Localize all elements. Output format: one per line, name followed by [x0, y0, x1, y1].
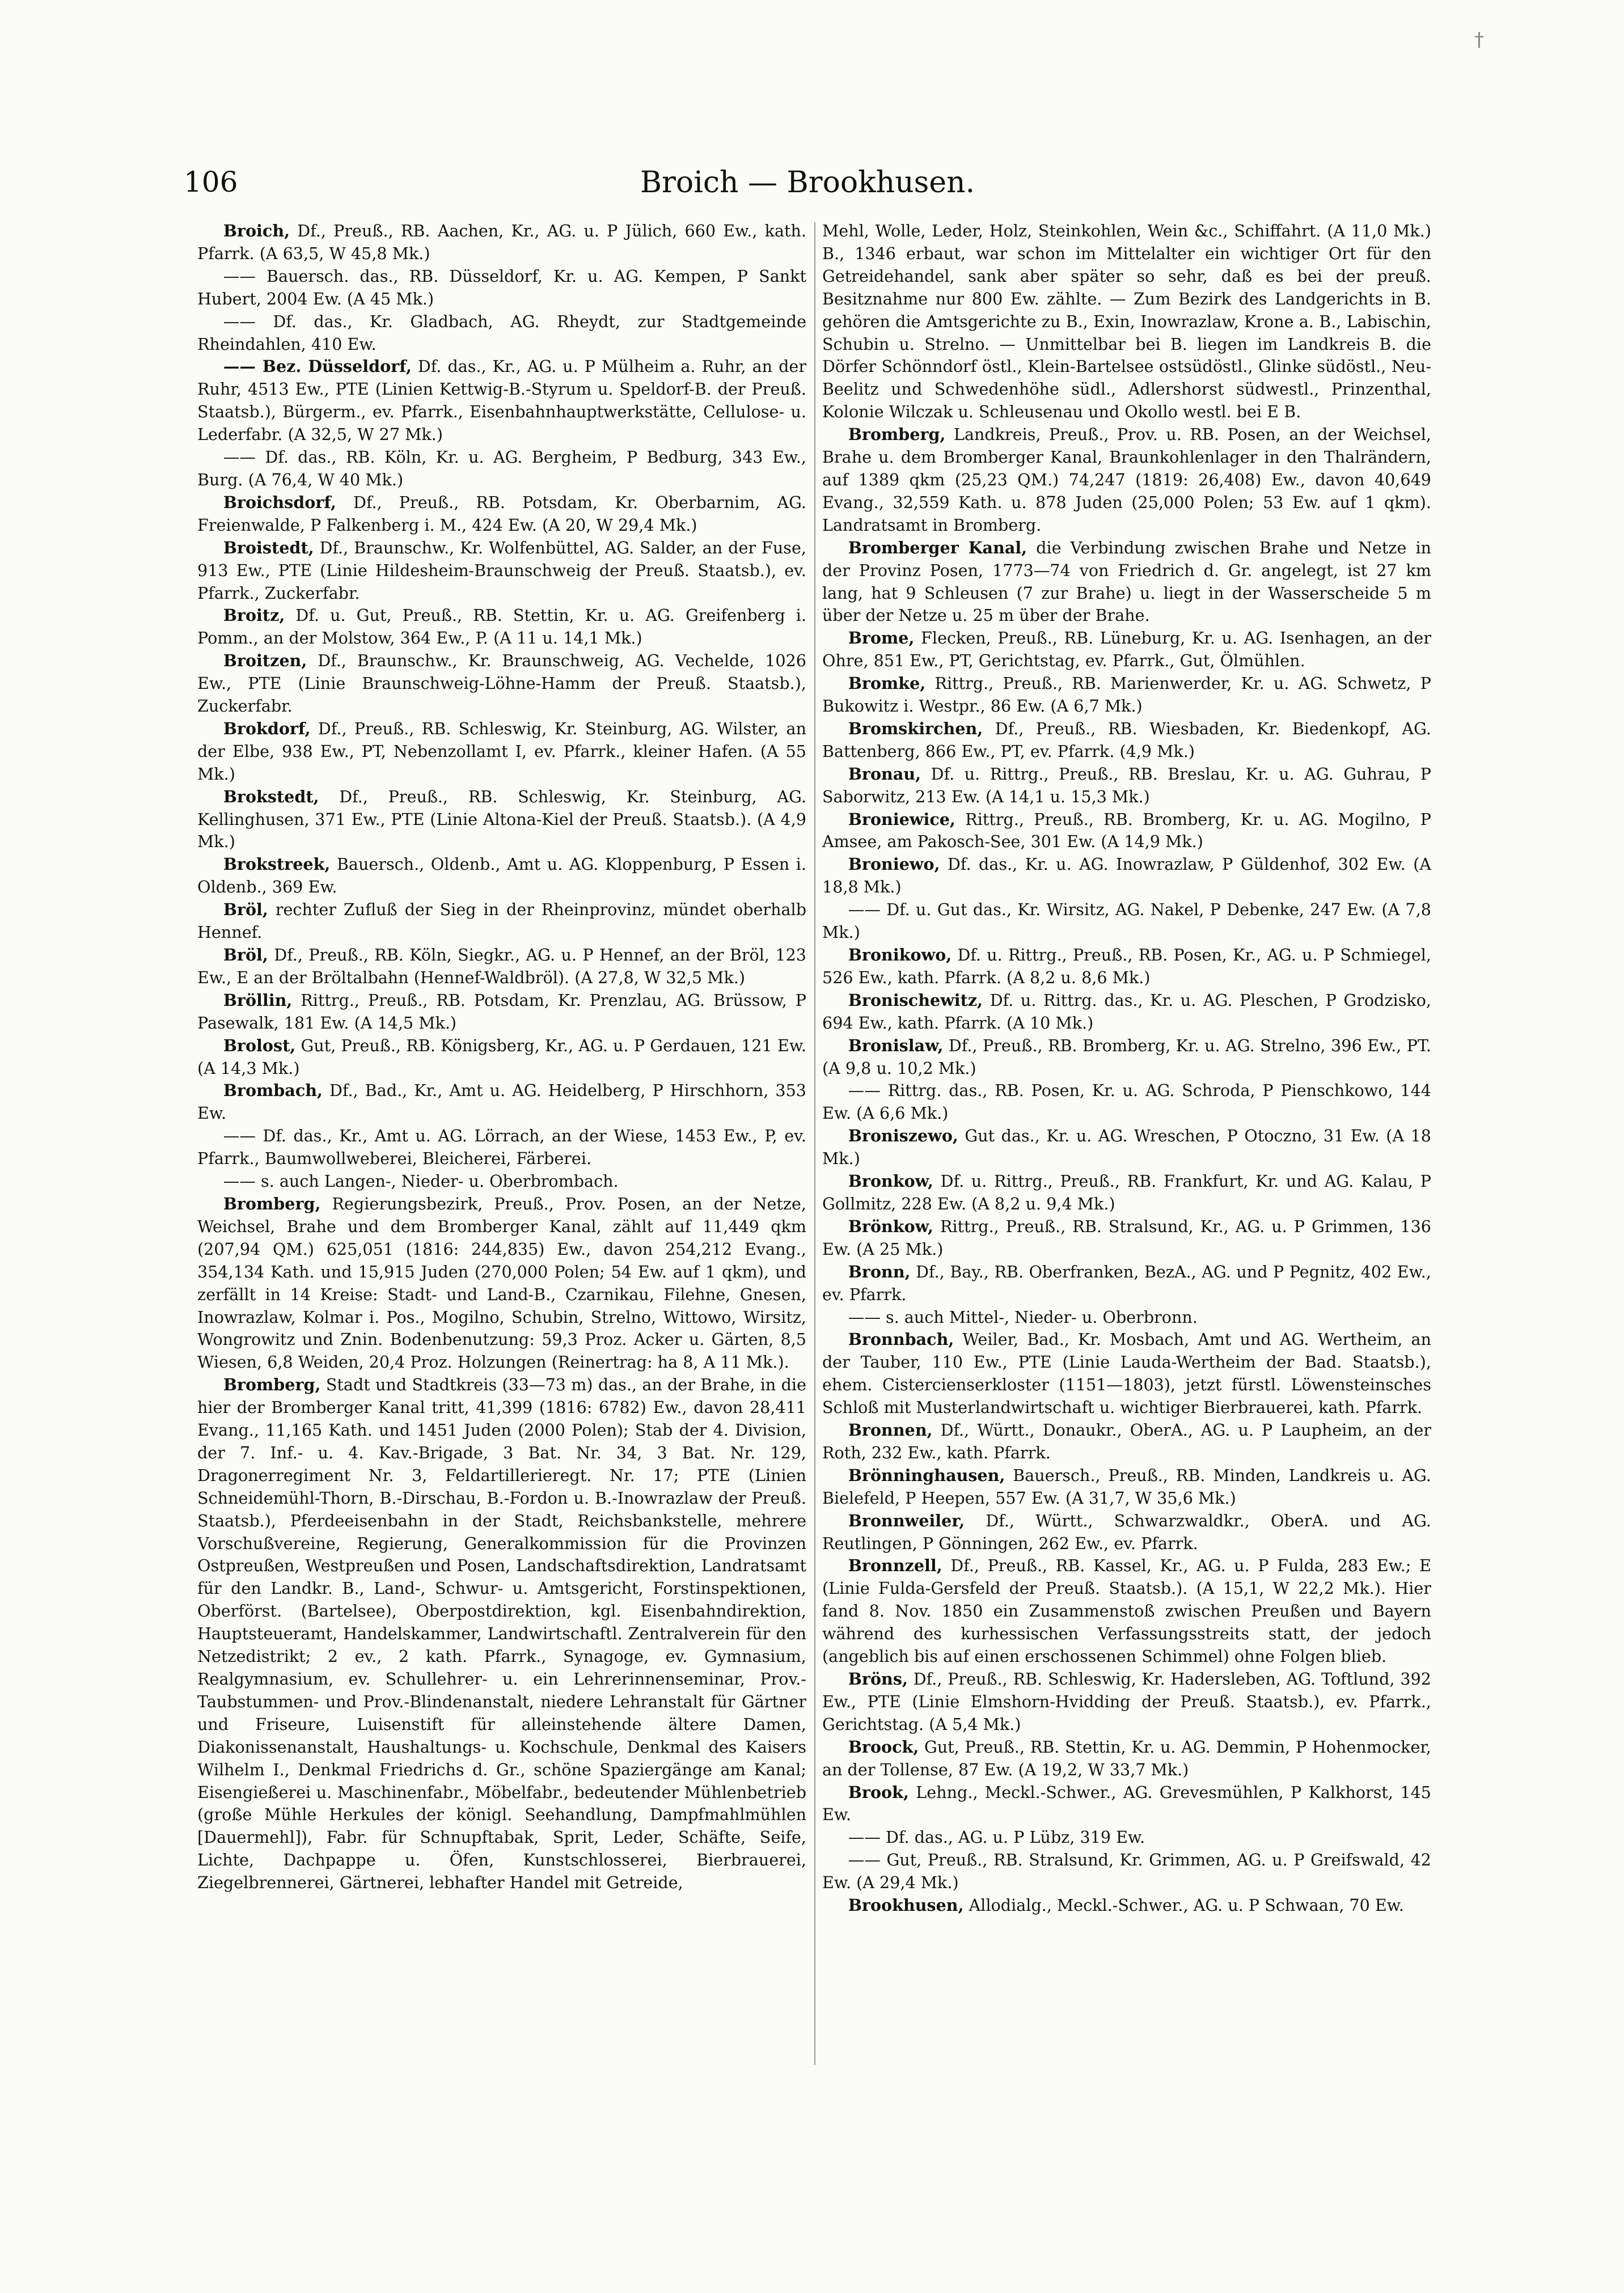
entry-headword: Bronkow, [848, 1171, 933, 1191]
dictionary-entry [822, 1261, 1431, 1306]
page-number: 106 [184, 166, 238, 198]
entry-headword: Bromskirchen, [848, 718, 983, 738]
entry-headword: Broniewice, [848, 809, 955, 829]
dictionary-entry [197, 492, 806, 537]
dictionary-entry [197, 853, 806, 899]
entry-text: Df. u. Rittrg., Preuß., RB. Frankfurt, Kr. und AG. Kalau, P Gollmitz, 228 Ew. (A 8,2 u. 9,4 Mk.) [822, 1171, 1431, 1213]
entry-headword: Bronnen, [848, 1420, 933, 1440]
column-divider [814, 222, 815, 2065]
page-header [184, 166, 1431, 205]
entry-headword: Bronikowo, [848, 945, 952, 964]
dictionary-entry [197, 650, 806, 718]
entry-text: Rittrg., Preuß., RB. Potsdam, Kr. Prenzlau, AG. Brüssow, P Pasewalk, 181 Ew. (A 14,5 Mk.) [197, 990, 806, 1033]
entry-text: —— Df. das., Kr. Gladbach, AG. Rheydt, zur Stadtgemeinde Rheindahlen, 410 Ew. [197, 311, 806, 354]
dictionary-entry [822, 1080, 1431, 1125]
entry-headword: Bronnweiler, [848, 1511, 965, 1530]
dictionary-entry [197, 1374, 806, 1894]
entry-text: Df., Braunschw., Kr. Wolfenbüttel, AG. Salder, an der Fuse, 913 Ew., PTE (Linie Hildesheim-Braunschweig der Preuß. Staatsb.), ev. Pfarrk., Zuckerfabr. [197, 538, 806, 603]
dictionary-entry [822, 1668, 1431, 1736]
entry-headword: —— Bez. Düsseldorf, [223, 357, 412, 376]
entry-headword: Brönkow, [848, 1216, 933, 1236]
dictionary-entry [822, 899, 1431, 944]
entry-text: Df., Braunschw., Kr. Braunschweig, AG. Vechelde, 1026 Ew., PTE (Linie Braunschweig-Löhne-Hamm der Preuß. Staatsb.), Zuckerfabr. [197, 651, 806, 716]
dictionary-entry [197, 220, 806, 265]
entry-headword: Bröl, [223, 945, 268, 964]
entry-text: Rittrg., Preuß., RB. Stralsund, Kr., AG. u. P Grimmen, 136 Ew. (A 25 Mk.) [822, 1216, 1431, 1259]
dictionary-entry [822, 1035, 1431, 1080]
dictionary-entry [822, 1510, 1431, 1555]
entry-text: Flecken, Preuß., RB. Lüneburg, Kr. u. AG. Isenhagen, an der Ohre, 851 Ew., PT, Gerichtstag, ev. Pfarrk., Gut, Ölmühlen. [822, 628, 1431, 671]
entry-headword: Bronn, [848, 1262, 911, 1281]
entry-headword: Brokstedt, [223, 786, 319, 806]
dictionary-entry [197, 1125, 806, 1170]
dictionary-entry [822, 220, 1431, 424]
entry-headword: Bröl, [223, 900, 268, 920]
entry-text: Df., Württ., Donaukr., OberA., AG. u. P Laupheim, an der Roth, 232 Ew., kath. Pfarrk. [822, 1420, 1431, 1462]
entry-text: —— Df. das., AG. u. P Lübz, 319 Ew. [848, 1827, 1145, 1847]
entry-headword: Bröns, [848, 1669, 908, 1689]
entry-headword: Broock, [848, 1737, 919, 1757]
entry-headword: Brookhusen, [848, 1896, 964, 1915]
dictionary-entry [822, 1826, 1431, 1849]
entry-text: Stadt und Stadtkreis (33—73 m) das., an der Brahe, in die hier der Bromberger Kanal tritt, 41,399 (1816: 6782) Ew., davon 28,411 Evang., 11,165 Kath. und 1451 Juden (2000 Polen); Stab der 4. Division, der 7. Inf.- u. 4. Kav.-Brigade, 3 Bat. Nr. 34, 3 Bat. Nr. 129, Dragonerregiment Nr. 3, Feldartillerieregt. Nr. 17; PTE (Linien Schneidemühl-Thorn, B.-Dirschau, B.-Fordon u. B.-Inowrazlaw der Preuß. Staatsb.), Pferdeeisenbahn in der Stadt, Reichsbankstelle, mehrere Vorschußvereine, Regierung, Generalkommission für die Provinzen Ostpreußen, Westpreußen und Posen, Landschaftsdirektion, Landratsamt für den Landkr. B., Land-, Schwur- u. Amtsgericht, Forstinspektionen, Oberförst. (Bartelsee), Oberpostdirektion, kgl. Eisenbahndirektion, Hauptsteueramt, Handelskammer, Landwirtschaftl. Zentralverein für den Netzedistrikt; 2 ev., 2 kath. Pfarrk., Synagoge, ev. Gymnasium, Realgymnasium, ev. Schullehrer- u. ein Lehrerinnenseminar, Prov.-Taubstummen- und Prov.-Blindenanstalt, niedere Lehranstalt für Gärtner und Friseure, Luisenstift für alleinstehende ältere Damen, Diakonissenanstalt, Haushaltungs- u. Kochschule, Denkmal des Kaisers Wilhelm I., Denkmal Friedrichs d. Gr., schöne Spaziergänge am Kanal; Eisengießerei u. Maschinenfabr., Möbelfabr., bedeutender Mühlenbetrieb (große Mühle Herkules der königl. Seehandlung, Dampfmahlmühlen [Dauermehl]), Fabr. für Schnupftabak, Sprit, Leder, Schäfte, Seife, Lichte, Dachpappe u. Öfen, Kunstschlosserei, Bierbrauerei, Ziegelbrennerei, Gärtnerei, lebhafter Handel mit Getreide, [197, 1375, 806, 1893]
entry-headword: Broich, [223, 221, 290, 240]
dictionary-entry [197, 944, 806, 989]
dictionary-entry [197, 265, 806, 311]
entry-headword: Bromberg, [848, 425, 946, 445]
entry-text: Regierungsbezirk, Preuß., Prov. Posen, an der Netze, Weichsel, Brahe und dem Bromberger Kanal, zählt auf 11,449 qkm (207,94 QM.) 625,051 (1816: 244,835) Ew., davon 254,212 Evang., 354,134 Kath. und 15,915 Juden (270,000 Polen; 54 Ew. auf 1 qkm), und zerfällt in 14 Kreise: Stadt- und Land-B., Czarnikau, Filehne, Gnesen, Inowrazlaw, Kolmar i. Pos., Mogilno, Schubin, Strelno, Wittowo, Wirsitz, Wongrowitz und Znin. Bodenbenutzung: 59,3 Proz. Acker u. Gärten, 8,5 Wiesen, 6,8 Weiden, 20,4 Proz. Holzungen (Reinertrag: ha 8, A 11 Mk.). [197, 1194, 806, 1372]
entry-text: Lehng., Meckl.-Schwer., AG. Grevesmühlen, P Kalkhorst, 145 Ew. [822, 1782, 1431, 1825]
dictionary-entry [822, 1782, 1431, 1827]
entry-headword: Brokstreek, [223, 854, 331, 874]
entry-text: Df., Preuß., RB. Schleswig, Kr. Hadersleben, AG. Toftlund, 392 Ew., PTE (Linie Elmshorn-Hvidding der Preuß. Staatsb.), ev. Pfarrk., Gerichtstag. (A 5,4 Mk.) [822, 1669, 1431, 1734]
entry-text: Df., Preuß., RB. Kassel, Kr., AG. u. P Fulda, 283 Ew.; E (Linie Fulda-Gersfeld der Preuß. Staatsb.). (A 15,1, W 22,2 Mk.). Hier fand 8. Nov. 1850 ein Zusammenstoß zwischen Preußen und Bayern während des kurhessischen Verfassungsstreits statt, der jedoch (angeblich bis auf einen erschossenen Schimmel) ohne Folgen blieb. [822, 1556, 1431, 1666]
entry-text: Df. das., Kr., AG. u. P Mülheim a. Ruhr, an der Ruhr, 4513 Ew., PTE (Linien Kettwig-B.-Styrum u. Speldorf-B. der Preuß. Staatsb.), Bürgerm., ev. Pfarrk., Eisenbahnhauptwerkstätte, Cellulose- u. Lederfabr. (A 32,5, W 27 Mk.) [197, 357, 806, 445]
dictionary-entry [822, 537, 1431, 628]
entry-text: Gut, Preuß., RB. Königsberg, Kr., AG. u. P Gerdauen, 121 Ew. (A 14,3 Mk.) [197, 1035, 806, 1078]
entry-text: Df. u. Gut, Preuß., RB. Stettin, Kr. u. AG. Greifenberg i. Pomm., an der Molstow, 364 Ew., P. (A 11 u. 14,1 Mk.) [197, 606, 806, 648]
entry-text: Df., Preuß., RB. Schleswig, Kr. Steinburg, AG. Wilster, an der Elbe, 938 Ew., PT, Nebenzollamt I, ev. Pfarrk., kleiner Hafen. (A 55 Mk.) [197, 718, 806, 784]
entry-text: Bauersch., Preuß., RB. Minden, Landkreis u. AG. Bielefeld, P Heepen, 557 Ew. (A 31,7, W 35,6 Mk.) [822, 1465, 1431, 1508]
dictionary-entry [822, 1849, 1431, 1894]
dictionary-entry [822, 424, 1431, 537]
entry-text: Df., Württ., Schwarzwaldkr., OberA. und AG. Reutlingen, P Gönningen, 262 Ew., ev. Pfarrk. [822, 1511, 1431, 1553]
dictionary-entry [197, 989, 806, 1035]
entry-text: —— Bauersch. das., RB. Düsseldorf, Kr. u. AG. Kempen, P Sankt Hubert, 2004 Ew. (A 45 Mk.) [197, 266, 806, 308]
entry-headword: Brönninghausen, [848, 1465, 1005, 1485]
entry-text: Df., Bay., RB. Oberfranken, BezA., AG. und P Pegnitz, 402 Ew., ev. Pfarrk. [822, 1262, 1431, 1304]
dictionary-entry [822, 1216, 1431, 1261]
entry-text: Df. u. Rittrg., Preuß., RB. Breslau, Kr. u. AG. Guhrau, P Saborwitz, 213 Ew. (A 14,1 u. 15,3 Mk.) [822, 764, 1431, 806]
entry-headword: Brolost, [223, 1035, 296, 1055]
dictionary-entry [822, 809, 1431, 854]
dictionary-entry [822, 672, 1431, 718]
entry-headword: Brook, [848, 1782, 909, 1802]
left-column [197, 220, 806, 1894]
entry-text: Df., Preuß., RB. Wiesbaden, Kr. Biedenkopf, AG. Battenberg, 866 Ew., PT, ev. Pfarrk. (4,9 Mk.) [822, 718, 1431, 761]
entry-text: —— Df. das., Kr., Amt u. AG. Lörrach, an der Wiese, 1453 Ew., P, ev. Pfarrk., Baumwollweberei, Bleicherei, Färberei. [197, 1126, 806, 1169]
dictionary-entry [822, 1125, 1431, 1170]
entry-headword: Broistedt, [223, 538, 314, 557]
entry-headword: Bronislaw, [848, 1035, 944, 1055]
entry-text: Gut, Preuß., RB. Stettin, Kr. u. AG. Demmin, P Hohenmocker, an der Tollense, 87 Ew. (A 19,2, W 33,7 Mk.) [822, 1737, 1431, 1779]
entry-text: Allodialg., Meckl.-Schwer., AG. u. P Schwaan, 70 Ew. [963, 1896, 1404, 1915]
entry-text: —— Df. u. Gut das., Kr. Wirsitz, AG. Nakel, P Debenke, 247 Ew. (A 7,8 Mk.) [822, 900, 1431, 942]
entry-text: Df. u. Rittrg., Preuß., RB. Posen, Kr., AG. u. P Schmiegel, 526 Ew., kath. Pfarrk. (A 8,2 u. 8,6 Mk.) [822, 945, 1431, 987]
entry-text: —— Rittrg. das., RB. Posen, Kr. u. AG. Schroda, P Pienschkowo, 144 Ew. (A 6,6 Mk.) [822, 1081, 1431, 1123]
entry-headword: Bromberg, [223, 1194, 321, 1213]
entry-headword: Broichsdorf, [223, 492, 336, 512]
entry-text: —— Gut, Preuß., RB. Stralsund, Kr. Grimmen, AG. u. P Greifswald, 42 Ew. (A 29,4 Mk.) [822, 1850, 1431, 1893]
entry-text: —— s. auch Langen-, Nieder- u. Oberbrombach. [223, 1171, 619, 1191]
entry-text: Df., Preuß., RB. Köln, Siegkr., AG. u. P Hennef, an der Bröl, 123 Ew., E an der Bröltalbahn (Hennef-Waldbröl). (A 27,8, W 32,5 Mk.) [197, 945, 806, 987]
dictionary-entry [822, 853, 1431, 899]
dictionary-entry [197, 1080, 806, 1125]
entry-headword: Bronnbach, [848, 1330, 954, 1349]
dictionary-entry [197, 1170, 806, 1193]
entry-text: Gut das., Kr. u. AG. Wreschen, P Otoczno, 31 Ew. (A 18 Mk.) [822, 1126, 1431, 1169]
entry-text: Df., Preuß., RB. Potsdam, Kr. Oberbarnim, AG. Freienwalde, P Falkenberg i. M., 424 Ew. (A 20, W 29,4 Mk.) [197, 492, 806, 535]
entry-headword: Broitzen, [223, 651, 307, 671]
dictionary-entry [822, 1555, 1431, 1668]
dictionary-entry [822, 1419, 1431, 1465]
entry-text: Df. das., Kr. u. AG. Inowrazlaw, P Güldenhof, 302 Ew. (A 18,8 Mk.) [822, 854, 1431, 897]
entry-text: —— s. auch Mittel-, Nieder- u. Oberbronn. [848, 1307, 1198, 1327]
entry-text: Df., Preuß., RB. Schleswig, Kr. Steinburg, AG. Kellinghusen, 371 Ew., PTE (Linie Altona-Kiel der Preuß. Staatsb.). (A 4,9 Mk.) [197, 786, 806, 852]
corner-mark: † [1474, 28, 1484, 51]
dictionary-entry [822, 627, 1431, 672]
dictionary-entry [822, 1329, 1431, 1419]
dictionary-entry [822, 1736, 1431, 1782]
dictionary-entry [822, 1306, 1431, 1329]
dictionary-entry [197, 537, 806, 605]
entry-headword: Bröllin, [223, 990, 293, 1010]
entry-headword: Bromberger Kanal, [848, 538, 1027, 557]
entry-text: Landkreis, Preuß., Prov. u. RB. Posen, an der Weichsel, Brahe u. dem Bromberger Kanal, Braunkohlenlager in den Thalrändern, auf 1389 qkm (25,23 QM.) 74,247 (1819: 26,408) Ew., davon 40,649 Evang., 32,559 Kath. u. 878 Juden (25,000 Polen; 53 Ew. auf 1 qkm). Landratsamt in Bromberg. [822, 425, 1431, 535]
entry-headword: Broitz, [223, 606, 285, 625]
entry-headword: Bromberg, [223, 1375, 321, 1395]
dictionary-entry [197, 446, 806, 492]
dictionary-entry [822, 989, 1431, 1035]
dictionary-entry [197, 718, 806, 786]
entry-text: Df., Bad., Kr., Amt u. AG. Heidelberg, P Hirschhorn, 353 Ew. [197, 1081, 806, 1123]
entry-text: Weiler, Bad., Kr. Mosbach, Amt und AG. Wertheim, an der Tauber, 110 Ew., PTE (Linie Lauda-Wertheim der Bad. Staatsb.), ehem. Cistercienserkloster (1151—1803), jetzt fürstl. Löwensteinsches Schloß mit Musterlandwirtschaft u. wichtiger Bierbrauerei, kath. Pfarrk. [822, 1330, 1431, 1418]
dictionary-entry [197, 356, 806, 446]
entry-text: Df., Preuß., RB. Bromberg, Kr. u. AG. Strelno, 396 Ew., PT. (A 9,8 u. 10,2 Mk.) [822, 1035, 1431, 1078]
entry-headword: Bronnzell, [848, 1556, 942, 1576]
entry-headword: Brome, [848, 628, 915, 648]
entry-text: Mehl, Wolle, Leder, Holz, Steinkohlen, Wein &c., Schiffahrt. (A 11,0 Mk.) B., 1346 erbaut, war schon im Mittelalter ein wichtiger Ort für den Getreidehandel, sank aber später so sehr, daß es bei der preuß. Besitznahme nur 800 Ew. zählte. — Zum Bezirk des Landgerichts in B. gehören die Amtsgerichte zu B., Exin, Inowrazlaw, Krone a. B., Labischin, Schubin u. Strelno. — Unmittelbar bei B. liegen im Landkreis B. die Dörfer Schönndorf östl., Klein-Bartelsee ostsüdöstl., Glinke südöstl., Neu-Beelitz und Schwedenhöhe südl., Adlershorst südwestl., Prinzenthal, Kolonie Wilczak u. Schleusenau und Okollo westl. bei E B. [822, 221, 1431, 422]
entry-headword: Bronau, [848, 764, 921, 784]
dictionary-entry [822, 1894, 1431, 1917]
dictionary-entry [197, 786, 806, 854]
dictionary-entry [197, 604, 806, 650]
dictionary-entry [197, 899, 806, 944]
right-column [822, 220, 1431, 1917]
entry-text: Rittrg., Preuß., RB. Marienwerder, Kr. u. AG. Schwetz, P Bukowitz i. Westpr., 86 Ew. (A 6,7 Mk.) [822, 674, 1431, 716]
dictionary-entry [822, 944, 1431, 989]
entry-headword: Bromke, [848, 674, 926, 693]
entry-text: Rittrg., Preuß., RB. Bromberg, Kr. u. AG. Mogilno, P Amsee, am Pakosch-See, 301 Ew. (A 14,9 Mk.) [822, 809, 1431, 852]
dictionary-entry [822, 1465, 1431, 1510]
dictionary-entry [197, 1193, 806, 1374]
entry-headword: Broniewo, [848, 854, 940, 874]
running-head: Broich — Brookhusen. [640, 166, 975, 200]
entry-text: die Verbindung zwischen Brahe und Netze in der Provinz Posen, 1773—74 von Friedrich d. Gr. angelegt, ist 27 km lang, hat 9 Schleusen (7 zur Brahe) u. liegt in der Wasserscheide 5 m über der Netze u. 25 m über der Brahe. [822, 538, 1431, 625]
dictionary-entry [197, 1035, 806, 1080]
entry-text: Df. u. Rittrg. das., Kr. u. AG. Pleschen, P Grodzisko, 694 Ew., kath. Pfarrk. (A 10 Mk.) [822, 990, 1431, 1033]
entry-headword: Brokdorf, [223, 718, 311, 738]
entry-headword: Brombach, [223, 1081, 323, 1101]
entry-text: —— Df. das., RB. Köln, Kr. u. AG. Bergheim, P Bedburg, 343 Ew., Burg. (A 76,4, W 40 Mk.) [197, 447, 806, 489]
dictionary-entry [197, 311, 806, 356]
entry-text: Bauersch., Oldenb., Amt u. AG. Kloppenburg, P Essen i. Oldenb., 369 Ew. [197, 854, 806, 897]
entry-text: Df., Preuß., RB. Aachen, Kr., AG. u. P Jülich, 660 Ew., kath. Pfarrk. (A 63,5, W 45,8 Mk.) [197, 221, 806, 263]
dictionary-entry [822, 763, 1431, 809]
entry-text: rechter Zufluß der Sieg in der Rheinprovinz, mündet oberhalb Hennef. [197, 900, 806, 942]
entry-headword: Bronischewitz, [848, 990, 983, 1010]
dictionary-entry [822, 718, 1431, 763]
entry-headword: Broniszewo, [848, 1126, 958, 1146]
dictionary-entry [822, 1170, 1431, 1216]
